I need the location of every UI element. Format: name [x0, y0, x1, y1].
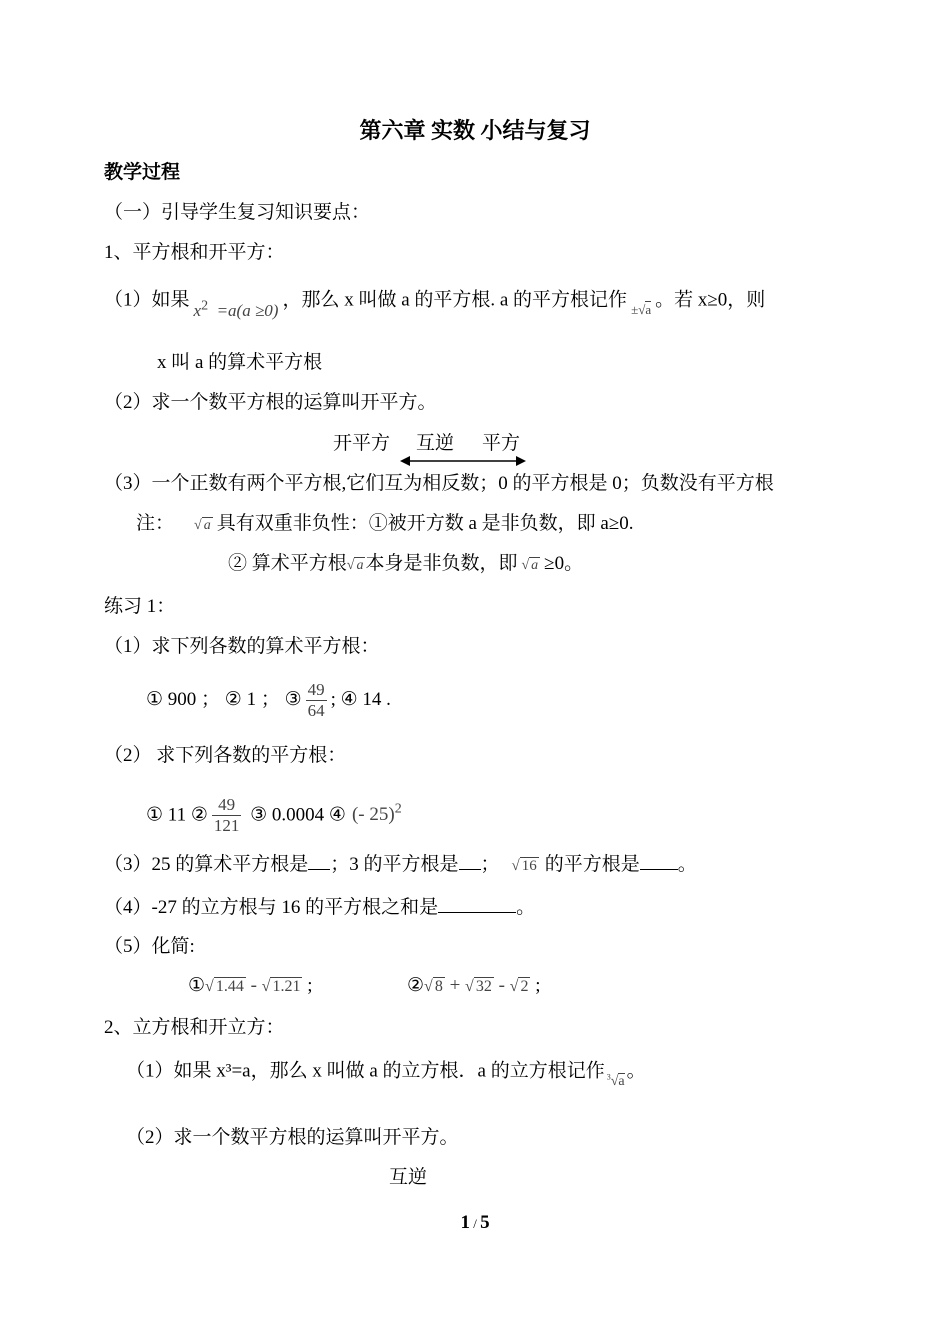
q2-items-part1: ① 11 ② — [146, 804, 208, 826]
sec1-para2: （2）求一个数平方根的运算叫开平方。 — [104, 392, 437, 413]
diagram1-right: 平方 — [482, 433, 521, 454]
diagram2-mid: 互逆 — [389, 1167, 428, 1188]
sec1-para1 — [104, 283, 766, 320]
q1-items-part1: ① 900 ； ② 1 ； ③ — [146, 689, 302, 710]
answer-blank[interactable] — [308, 851, 330, 870]
q4-part2: 。 — [516, 897, 536, 918]
exercise1-q4 — [104, 894, 535, 921]
fraction-numerator: 49 — [307, 680, 325, 700]
exercise1-q1-items — [146, 677, 391, 723]
negative-25-squared: (- 25)$^2$ — [351, 802, 402, 826]
item-marker: ① — [188, 975, 206, 996]
q3-part1: （3）25 的算术平方根是 — [104, 854, 309, 875]
sqrt-formula: √ 8 — [424, 978, 443, 995]
equation-x2-eq-a: $x^2 =a(a \ge 0)$ — [193, 298, 279, 320]
sqrt-formula: √ 2 — [509, 978, 529, 995]
note2-prefix: ② 算术平方根 — [228, 553, 347, 574]
sqrt-a-formula: √ a — [194, 518, 211, 533]
page-title: 第六章 实数 小结与复习 — [359, 118, 591, 143]
q3-part2: ；3 的平方根是 — [330, 854, 459, 875]
radicand: 32 — [475, 978, 492, 995]
fraction-denominator: 64 — [307, 701, 325, 721]
note-line — [136, 511, 634, 539]
q3-part4: 的平方根是 — [544, 854, 640, 875]
note-prefix: 注： — [136, 513, 175, 534]
section1-title: 1、平方根和开平方： — [104, 242, 285, 263]
sqrt-formula: √ 1.21 — [261, 978, 301, 995]
exercise1-q5-item2: ②√ 8 + √ 32 - √ 2 ; — [407, 973, 540, 1000]
diagram1-mid: 互逆 — [416, 433, 455, 454]
sqrt-a-formula: √ a — [521, 558, 539, 573]
sec1-para3: （3）一个正数有两个平方根,它们互为相反数；0 的平方根是 0；负数没有平方根 — [104, 473, 774, 494]
answer-blank[interactable] — [438, 894, 516, 913]
sec1-para1-pre: （1）如果 — [104, 289, 190, 311]
sqrt-formula: √ 32 — [465, 978, 492, 995]
exercise1-q1: （1）求下列各数的算术平方根： — [104, 636, 380, 657]
note2-mid: 本身是非负数，即 — [365, 553, 518, 574]
exercise1-q2-items — [146, 787, 402, 838]
q3-part3: ； — [480, 854, 500, 875]
page-total: 5 — [480, 1212, 490, 1233]
page-number: 1 — [460, 1212, 470, 1233]
section-heading: 教学过程 — [104, 162, 181, 183]
answer-blank[interactable] — [640, 851, 678, 870]
note2-post: ≥0。 — [544, 553, 584, 574]
fraction-denominator: 121 — [213, 816, 240, 836]
sec1-para1-post: 。若 x≥0，则 — [655, 289, 766, 311]
fraction-numerator: 49 — [212, 795, 242, 816]
sec1-para1-mid: ，那么 x 叫做 a 的平方根. a 的平方根记作 — [282, 289, 628, 311]
exercise1-q2: （2） 求下列各数的平方根： — [104, 745, 347, 766]
note-line2 — [228, 551, 583, 579]
sqrt-a-formula: √ a — [346, 558, 364, 573]
exercise1-q5: （5）化简: — [104, 936, 195, 957]
page-separator: / — [469, 1216, 481, 1231]
sec2-para1 — [126, 1056, 646, 1087]
sec2-para2: （2）求一个数平方根的运算叫开平方。 — [126, 1127, 459, 1148]
radicand: 1.21 — [272, 978, 301, 995]
answer-blank[interactable] — [459, 851, 481, 870]
sqrt-formula: √ 1.44 — [205, 978, 244, 995]
radicand: 1.44 — [215, 978, 244, 995]
page-footer — [0, 1210, 950, 1237]
double-arrow-icon — [400, 454, 526, 468]
q1-items-part2: ; ④ 14 . — [330, 689, 391, 710]
radicand: 8 — [434, 978, 443, 995]
diagram1-left: 开平方 — [333, 433, 391, 454]
sec1-para1-cont: x 叫 a 的算术平方根 — [157, 352, 323, 373]
plus-minus-sqrt-a-formula: ±√a — [631, 301, 652, 317]
sqrt-16-formula: √ 16 — [511, 858, 537, 874]
note-text: 具有双重非负性：①被开方数 a 是非负数，即 a≥0. — [216, 513, 634, 534]
exercise1-q5-item1: ①√ 1.44 - √ 1.21 ; — [188, 973, 312, 1000]
section2-title: 2、立方根和开立方： — [104, 1017, 285, 1038]
exercise1-title: 练习 1： — [104, 596, 176, 617]
q4-part1: （4）-27 的立方根与 16 的平方根之和是 — [104, 897, 439, 918]
q2-items-part2: ③ 0.0004 ④ — [245, 804, 346, 826]
radicand: 16 — [521, 858, 537, 874]
cube-root-a-formula: 3√a — [606, 1072, 625, 1089]
radicand: 2 — [520, 978, 529, 995]
fraction-49-64 — [306, 680, 327, 721]
sec2-para1-post: 。 — [626, 1060, 646, 1082]
exercise1-q3 — [104, 851, 697, 879]
q3-part5: 。 — [677, 854, 697, 875]
fraction-49-121 — [212, 795, 242, 836]
intro-line: （一）引导学生复习知识要点： — [104, 202, 371, 223]
sec2-para1-pre: （1）如果 x³=a，那么 x 叫做 a 的立方根．a 的立方根记作 — [126, 1060, 605, 1082]
q2-expression: (- 25) — [351, 804, 395, 826]
item-marker: ② — [407, 975, 425, 996]
